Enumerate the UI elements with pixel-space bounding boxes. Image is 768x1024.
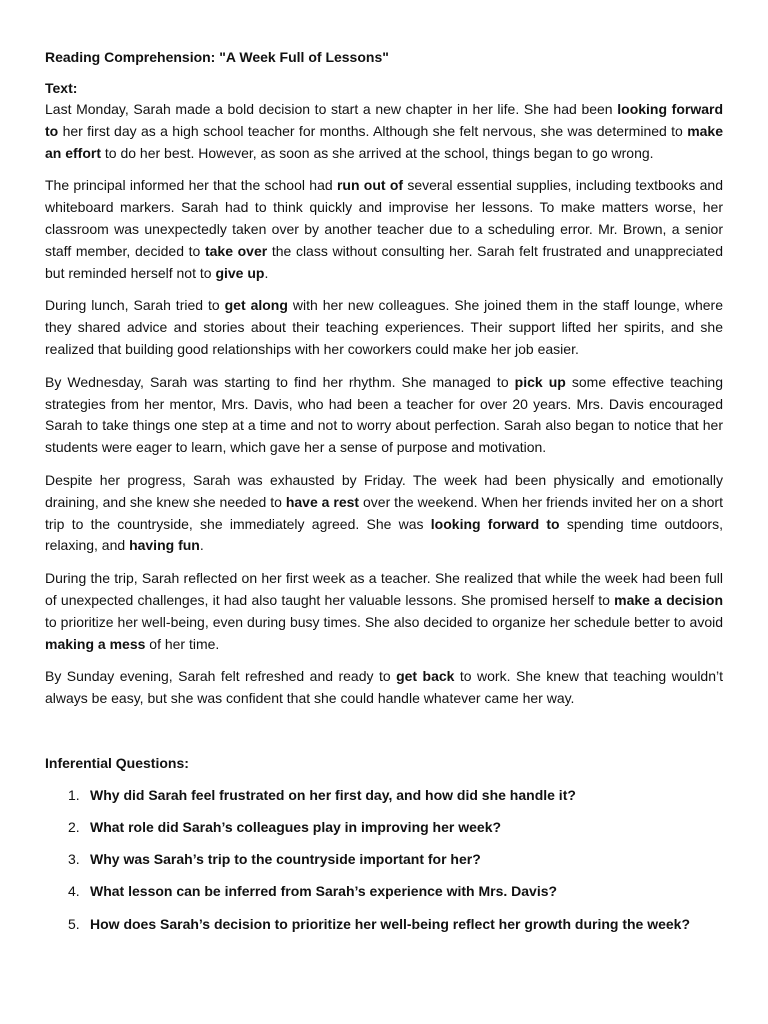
paragraph-text: .: [199, 537, 204, 554]
questions-list: [45, 784, 723, 935]
question-text: Why was Sarah’s trip to the countryside important for her?: [90, 851, 481, 868]
paragraph-text: several essential supplies, including textbooks and whiteboard markers. Sarah had to think quickly and improvise her lessons. To make matters worse, her classroom was unexpectedly taken over by another teacher due to a scheduling error. Mr. Brown, a senior staff member, decided to: [45, 177, 723, 259]
story-paragraph: [45, 568, 723, 655]
story-paragraph: [45, 666, 723, 710]
paragraph-text: over the weekend. When her friends invited her on a short trip to the countryside, she immediately agreed. She was: [45, 493, 723, 532]
question-item: [68, 848, 723, 870]
question-number: 5.: [68, 915, 80, 932]
story-paragraph: [45, 175, 723, 284]
question-item: [68, 880, 723, 902]
document-title: Reading Comprehension: "A Week Full of Lessons": [45, 49, 389, 65]
key-phrase: pick up: [514, 373, 566, 390]
question-number: 2.: [68, 819, 80, 836]
questions-title: Inferential Questions:: [45, 754, 189, 771]
key-phrase: have a rest: [285, 493, 360, 510]
paragraph-text: During the trip, Sarah reflected on her first week as a teacher. She realized that while the week had been full of unexpected challenges, it had also taught her valuable lessons. She promised herself to: [45, 570, 723, 608]
key-phrase: make an effort: [45, 122, 723, 161]
question-text: Why did Sarah feel frustrated on her first day, and how did she handle it?: [90, 786, 576, 803]
paragraph-text: Despite her progress, Sarah was exhausted by Friday. The week had been physically and emotionally draining, and she knew she needed to: [45, 471, 723, 510]
paragraph-text: By Wednesday, Sarah was starting to find her rhythm. She managed to: [45, 373, 515, 390]
paragraph-text: .: [264, 264, 269, 281]
story-text: [45, 99, 723, 710]
key-phrase: give up: [215, 264, 265, 281]
question-item: [68, 816, 723, 838]
key-phrase: looking forward to: [45, 101, 724, 139]
question-text: What role did Sarah’s colleagues play in improving her week?: [90, 819, 502, 836]
paragraph-text: of her time.: [145, 635, 220, 652]
paragraph-text: to do her best. However, as soon as she arrived at the school, things began to go wrong.: [101, 144, 654, 161]
key-phrase: looking forward to: [430, 515, 560, 532]
story-paragraph: [45, 99, 723, 164]
paragraph-text: to work. She knew that teaching wouldn’t always be easy, but she was confident that she could handle whatever came her way.: [45, 668, 723, 707]
question-item: [68, 913, 723, 935]
question-number: 4.: [68, 883, 80, 900]
key-phrase: run out of: [336, 177, 404, 194]
paragraph-text: The principal informed her that the school had: [45, 177, 337, 194]
paragraph-text: some effective teaching strategies from her mentor, Mrs. Davis, who had been a teacher for over 20 years. Mrs. Davis encouraged Sarah to take things one step at a time and not to worry about perfection. Sarah also began to notice that her students were eager to learn, which gave her a sense of purpose and motivation.: [45, 373, 724, 456]
story-paragraph: [45, 295, 723, 360]
text-label: Text:: [45, 80, 78, 96]
question-text: What lesson can be inferred from Sarah’s experience with Mrs. Davis?: [90, 883, 558, 900]
paragraph-text: her first day as a high school teacher for months. Although she felt nervous, she was determined to: [58, 122, 688, 139]
question-text: How does Sarah’s decision to prioritize her well-being reflect her growth during the week?: [90, 915, 691, 932]
paragraph-text: During lunch, Sarah tried to: [45, 297, 225, 314]
story-paragraph: [45, 470, 723, 557]
paragraph-text: Last Monday, Sarah made a bold decision to start a new chapter in her life. She had been: [45, 101, 618, 117]
story-paragraph: [45, 372, 723, 459]
paragraph-text: to prioritize her well-being, even during busy times. She also decided to organize her schedule better to avoid: [45, 613, 723, 630]
paragraph-text: with her new colleagues. She joined them in the staff lounge, where they shared advice and stories about their teaching experiences. Their support lifted her spirits, and she realized that building good relationships with her coworkers could make her job easier.: [45, 297, 723, 357]
paragraph-text: By Sunday evening, Sarah felt refreshed and ready to: [45, 668, 397, 685]
paragraph-text: spending time outdoors, relaxing, and: [45, 515, 723, 554]
key-phrase: get back: [396, 668, 455, 685]
key-phrase: make a decision: [614, 591, 724, 608]
key-phrase: get along: [224, 297, 288, 314]
key-phrase: making a mess: [45, 635, 146, 652]
question-number: 1.: [68, 786, 80, 803]
key-phrase: take over: [204, 242, 268, 259]
question-number: 3.: [68, 851, 80, 868]
question-item: [68, 784, 723, 806]
paragraph-text: the class without consulting her. Sarah felt frustrated and unappreciated but reminded herself not to: [45, 242, 723, 281]
key-phrase: having fun: [129, 537, 200, 554]
